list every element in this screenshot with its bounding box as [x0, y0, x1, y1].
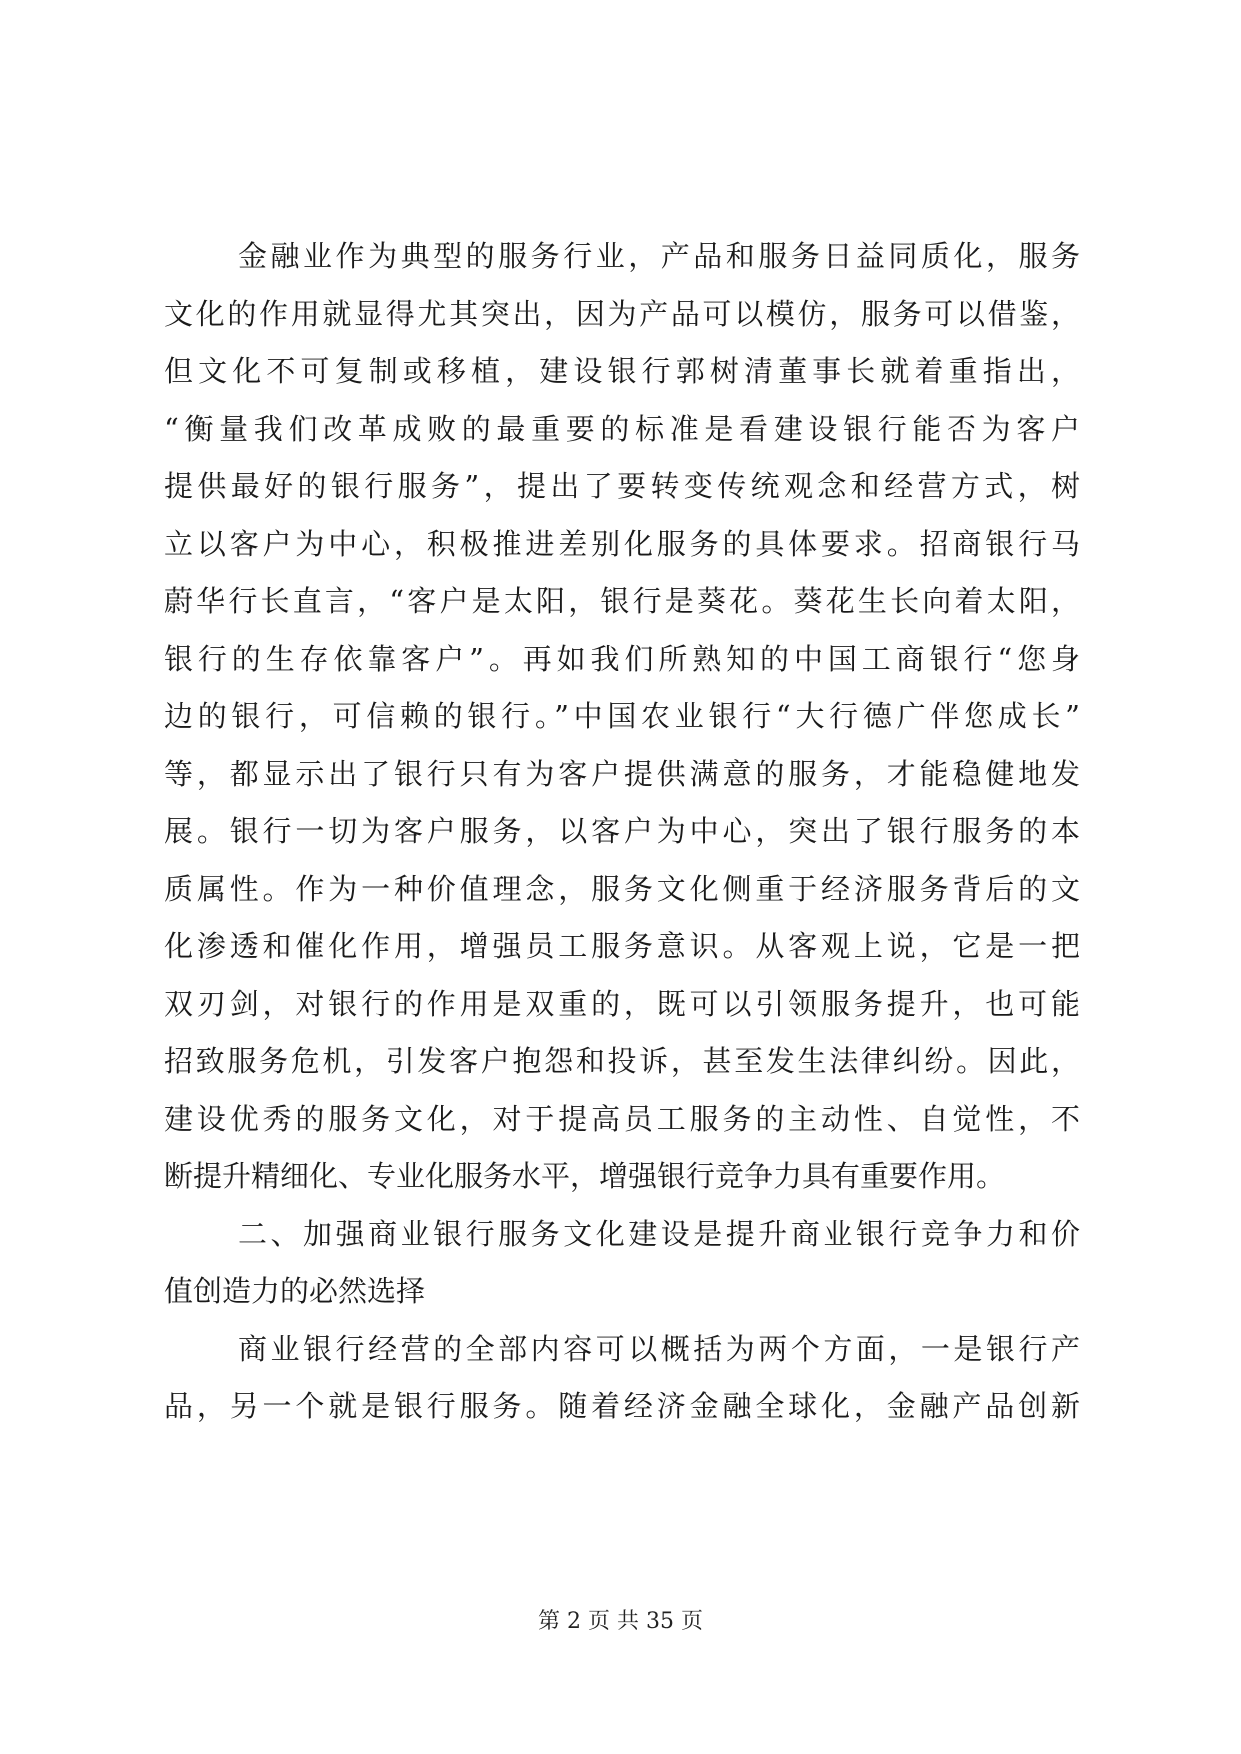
text-line: 建设优秀的服务文化，对于提高员工服务的主动性、自觉性，不 — [164, 1101, 1080, 1136]
text-line: 提供最好的银行服务”，提出了要转变传统观念和经营方式，树 — [164, 469, 1080, 503]
text-line: 文化的作用就显得尤其突出，因为产品可以模仿，服务可以借鉴， — [164, 296, 1080, 331]
text-line: 金融业作为典型的服务行业，产品和服务日益同质化，服务 — [238, 239, 1080, 273]
text-line: 展。银行一切为客户服务，以客户为中心，突出了银行服务的本 — [164, 814, 1080, 848]
paragraph-1 — [164, 228, 1080, 1206]
text-line: 断提升精细化、专业化服务水平，增强银行竞争力具有重要作用。 — [164, 1159, 1006, 1193]
text-line: 边的银行，可信赖的银行。”中国农业银行“大行德广伴您成长” — [164, 699, 1080, 733]
text-line: 商业银行经营的全部内容可以概括为两个方面，一是银行产 — [238, 1331, 1080, 1366]
text-line: 化渗透和催化作用，增强员工服务意识。从客观上说，它是一把 — [164, 929, 1080, 963]
text-line: 招致服务危机，引发客户抱怨和投诉，甚至发生法律纠纷。因此， — [164, 1044, 1080, 1078]
text-line: 但文化不可复制或移植，建设银行郭树清董事长就着重指出， — [164, 354, 1080, 388]
text-line: 质属性。作为一种价值理念，服务文化侧重于经济服务背后的文 — [164, 871, 1080, 906]
text-line: 等，都显示出了银行只有为客户提供满意的服务，才能稳健地发 — [164, 756, 1080, 791]
page-number-footer: 第 2 页 共 35 页 — [538, 1609, 703, 1634]
text-line: “衡量我们改革成败的最重要的标准是看建设银行能否为客户 — [164, 411, 1080, 446]
document-body — [164, 228, 1080, 1436]
text-line: 银行的生存依靠客户”。再如我们所熟知的中国工商银行“您身 — [164, 641, 1080, 676]
text-line: 蔚华行长直言，“客户是太阳，银行是葵花。葵花生长向着太阳， — [164, 584, 1080, 618]
section-heading — [164, 1206, 1080, 1321]
text-line: 品，另一个就是银行服务。随着经济金融全球化，金融产品创新 — [164, 1389, 1080, 1423]
text-line: 二、加强商业银行服务文化建设是提升商业银行竞争力和价 — [238, 1216, 1080, 1251]
text-line: 立以客户为中心，积极推进差别化服务的具体要求。招商银行马 — [164, 526, 1080, 561]
text-line: 双刃剑，对银行的作用是双重的，既可以引领服务提升，也可能 — [164, 986, 1080, 1021]
text-line: 值创造力的必然选择 — [164, 1274, 426, 1308]
paragraph-3 — [164, 1321, 1080, 1436]
